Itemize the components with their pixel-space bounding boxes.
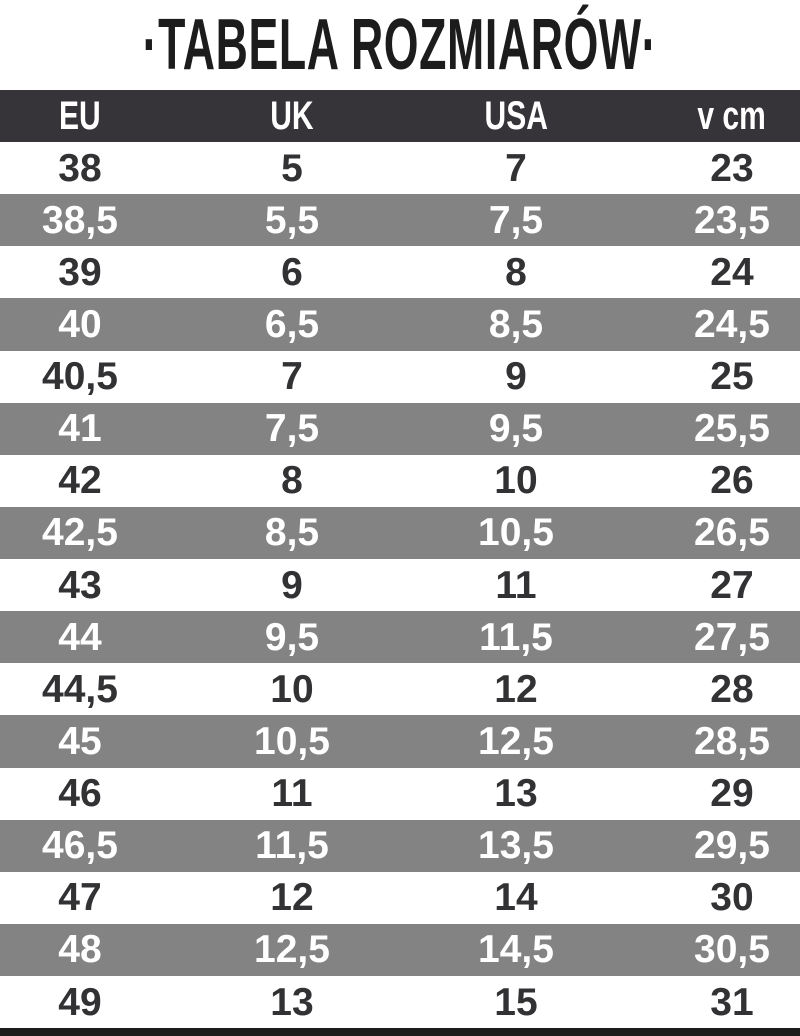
cell: 27 [710, 563, 754, 607]
cell: 26 [710, 459, 754, 503]
cell: 44 [58, 615, 102, 659]
cell: 13,5 [478, 824, 554, 868]
cell: 45 [58, 719, 102, 763]
cell: 44,5 [42, 667, 118, 711]
cell: 23,5 [694, 198, 770, 242]
cell: 7,5 [488, 198, 544, 242]
cell: 39 [58, 250, 102, 294]
table-row [0, 507, 800, 559]
cell: 7 [281, 355, 303, 399]
table-row [0, 924, 800, 976]
cell: 40,5 [42, 355, 118, 399]
cell: 30,5 [694, 928, 770, 972]
table-header-row [0, 90, 800, 142]
cell: 12,5 [254, 928, 330, 972]
cell: 6 [281, 250, 303, 294]
cell: 24 [710, 250, 754, 294]
table-row [0, 403, 800, 455]
cell: 28,5 [694, 719, 770, 763]
cell: 5,5 [264, 198, 320, 242]
cell: 24,5 [694, 302, 770, 346]
cell: 31 [710, 980, 754, 1024]
column-header-uk: UK [270, 94, 314, 138]
table-row [0, 715, 800, 767]
size-table-body [0, 142, 800, 1028]
cell: 25,5 [694, 407, 770, 451]
cell: 12 [494, 667, 538, 711]
cell: 11 [495, 563, 537, 607]
cell: 13 [270, 980, 314, 1024]
cell: 26,5 [694, 511, 770, 555]
cell: 7 [505, 146, 527, 190]
column-header-usa: USA [484, 94, 548, 138]
cell: 11,5 [479, 615, 553, 659]
cell: 8 [505, 250, 527, 294]
cell: 41 [58, 407, 102, 451]
cell: 46 [58, 772, 102, 816]
cell: 9 [505, 355, 527, 399]
cell: 15 [494, 980, 538, 1024]
column-header-cm: v cm [697, 94, 767, 138]
cell: 9 [281, 563, 303, 607]
cell: 43 [58, 563, 102, 607]
cell: 47 [58, 876, 102, 920]
table-row [0, 351, 800, 403]
cell: 42,5 [42, 511, 118, 555]
cell: 9,5 [488, 407, 544, 451]
table-row [0, 455, 800, 507]
column-header-eu: EU [59, 94, 101, 138]
table-row [0, 768, 800, 820]
cell: 23 [710, 146, 754, 190]
cell: 14,5 [478, 928, 554, 972]
cell: 10 [494, 459, 538, 503]
cell: 10,5 [478, 511, 554, 555]
cell: 48 [58, 928, 102, 972]
table-row [0, 559, 800, 611]
cell: 10,5 [254, 719, 330, 763]
table-row [0, 194, 800, 246]
cell: 8,5 [264, 511, 320, 555]
table-row [0, 298, 800, 350]
cell: 42 [58, 459, 102, 503]
cell: 29 [710, 772, 754, 816]
cell: 25 [710, 355, 754, 399]
cell: 7,5 [264, 407, 320, 451]
cell: 9,5 [264, 615, 320, 659]
cell: 6,5 [264, 302, 320, 346]
cell: 49 [58, 980, 102, 1024]
page-title: ·TABELA ROZMIARÓW· [142, 5, 658, 85]
cell: 38 [58, 146, 102, 190]
cell: 12 [270, 876, 314, 920]
cell: 29,5 [694, 824, 770, 868]
cell: 11,5 [255, 824, 329, 868]
cell: 30 [710, 876, 754, 920]
cell: 11 [271, 772, 313, 816]
table-row [0, 663, 800, 715]
title-bar [0, 0, 800, 90]
cell: 8 [281, 459, 303, 503]
table-row [0, 872, 800, 924]
cell: 40 [58, 302, 102, 346]
cell: 13 [494, 772, 538, 816]
cell: 28 [710, 667, 754, 711]
cell: 27,5 [694, 615, 770, 659]
table-row [0, 820, 800, 872]
table-row [0, 976, 800, 1028]
cell: 46,5 [42, 824, 118, 868]
table-row [0, 246, 800, 298]
table-row [0, 611, 800, 663]
footer-bar [0, 1028, 800, 1036]
cell: 8,5 [488, 302, 544, 346]
cell: 10 [270, 667, 314, 711]
table-row [0, 142, 800, 194]
cell: 38,5 [42, 198, 118, 242]
cell: 12,5 [478, 719, 554, 763]
cell: 14 [494, 876, 538, 920]
cell: 5 [281, 146, 303, 190]
